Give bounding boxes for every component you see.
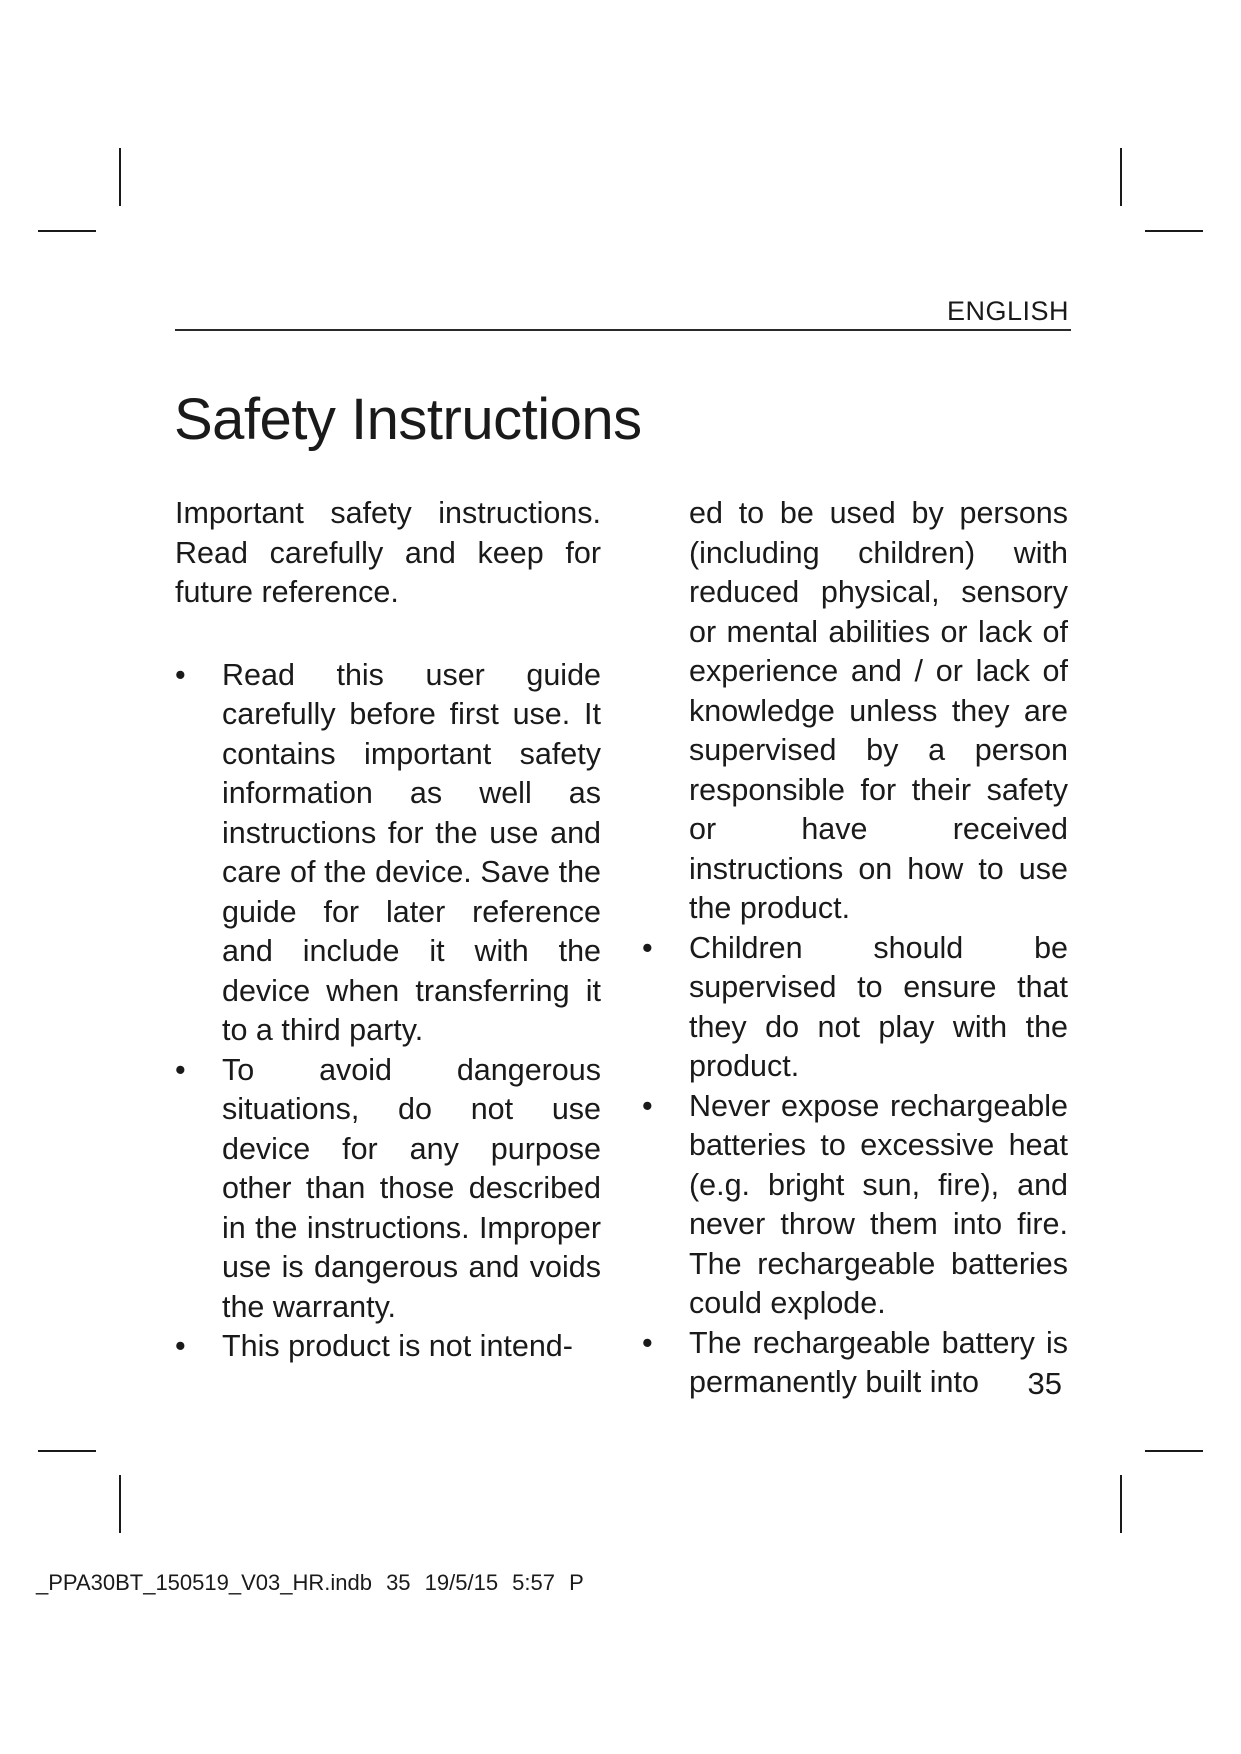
bullet-icon: • (175, 1052, 186, 1087)
print-slug: _PPA30BT_150519_V03_HR.indb 35 19/5/15 5:57 P (36, 1570, 584, 1595)
crop-mark-bottom-left-horizontal (38, 1450, 96, 1452)
page-title: Safety Instructions (174, 387, 642, 452)
bullet-icon: • (175, 657, 186, 692)
list-item-text: Read this user guide carefully before first use. It contains important safety information as well as instructions for the use and care of the device. Save the guide for later reference and include it with the device when transferring it to a third party. (222, 657, 601, 1047)
page-number: 35 (1027, 1366, 1062, 1401)
left-column (175, 494, 601, 1367)
language-label: ENGLISH (946, 296, 1069, 326)
bullet-icon: • (175, 1329, 186, 1363)
list-item-text: Never expose rechargeable batteries to excessive heat (e.g. bright sun, fire), and never throw them into fire. The rechargeable batteries could explode. (689, 1088, 1068, 1320)
list-item (175, 656, 601, 1051)
list-item (642, 1324, 1068, 1403)
crop-mark-top-right-horizontal (1145, 230, 1203, 232)
list-item-text: To avoid dangerous situations, do not use device for any purpose other than those described in the instructions. Improper use is dangerous and voids the warranty. (222, 1052, 601, 1324)
bullet-icon: • (642, 1088, 653, 1123)
intro-paragraph: Important safety instructions. Read carefully and keep for future reference. (175, 496, 601, 609)
bullet-icon: • (642, 930, 653, 965)
list-item (175, 1327, 601, 1367)
crop-mark-top-right-vertical (1120, 148, 1122, 206)
crop-mark-top-left-vertical (119, 148, 121, 206)
list-item-text: The rechargeable battery is permanently built into (689, 1325, 1068, 1399)
crop-mark-bottom-left-vertical (119, 1475, 121, 1533)
header-rule (175, 329, 1071, 331)
right-column (642, 494, 1068, 1403)
list-item (642, 929, 1068, 1087)
list-item (642, 1087, 1068, 1324)
bullet-icon: • (642, 1325, 653, 1360)
crop-mark-bottom-right-vertical (1120, 1475, 1122, 1533)
list-item-text: This product is not intend- (222, 1329, 573, 1363)
list-item-text: Children should be supervised to ensure that they do not play with the product. (689, 930, 1068, 1083)
list-item (175, 1051, 601, 1328)
crop-mark-bottom-right-horizontal (1145, 1450, 1203, 1452)
continued-paragraph: ed to be used by persons (including children) with reduced physical, sensory or mental abilities or lack of experience and / or lack of knowledge unless they are supervised by a person responsible for their safety or have received instructions on how to use the product. (689, 496, 1068, 925)
crop-mark-top-left-horizontal (38, 230, 96, 232)
